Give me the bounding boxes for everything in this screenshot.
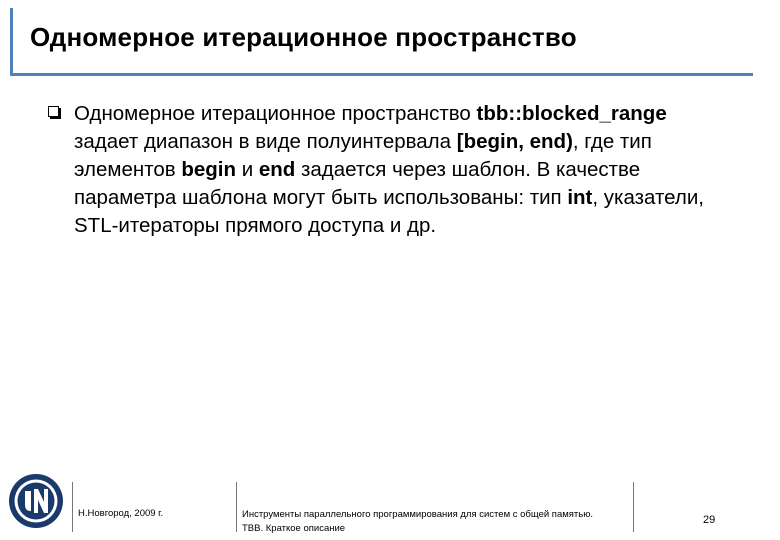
footer-divider [633,482,634,532]
bullet-text [74,100,730,240]
title-accent-vertical-line [10,8,13,76]
footer-course-line: Инструменты параллельного программирования для систем с общей памятью. [242,509,593,520]
bullet-text-segment: и [236,158,259,181]
bullet-code-begin: begin [181,158,237,181]
page-number: 29 [703,514,716,526]
bullet-text-segment: задается через шаблон. В качестве параметра шаблона могут быть использованы: тип [74,158,641,209]
slide-title: Одномерное итерационное пространство [30,22,577,52]
square-bullet-icon [48,106,59,117]
footer-course-title [242,508,593,536]
footer-course-line: TBB. Краткое описание [242,523,346,534]
bullet-code-blocked-range: tbb::blocked_range [476,102,667,125]
bullet-code-int: int [567,186,593,209]
bullet-code-interval: [begin, end) [456,130,573,153]
bullet-text-segment: Одномерное итерационное пространство [74,102,477,125]
title-accent-horizontal-line [10,73,753,76]
footer-city-date: Н.Новгород, 2009 г. [78,508,164,519]
unn-logo-icon [7,472,65,530]
bullet-code-end: end [258,158,296,181]
bullet-text-segment: , указатели, STL-итераторы прямого доступа и др. [74,186,704,237]
bullet-item [50,100,730,240]
bullet-text-segment: задает диапазон в виде полуинтервала [74,130,457,153]
footer-divider [72,482,73,532]
footer-divider [236,482,237,532]
bullet-text-segment: , где тип элементов [74,130,652,181]
